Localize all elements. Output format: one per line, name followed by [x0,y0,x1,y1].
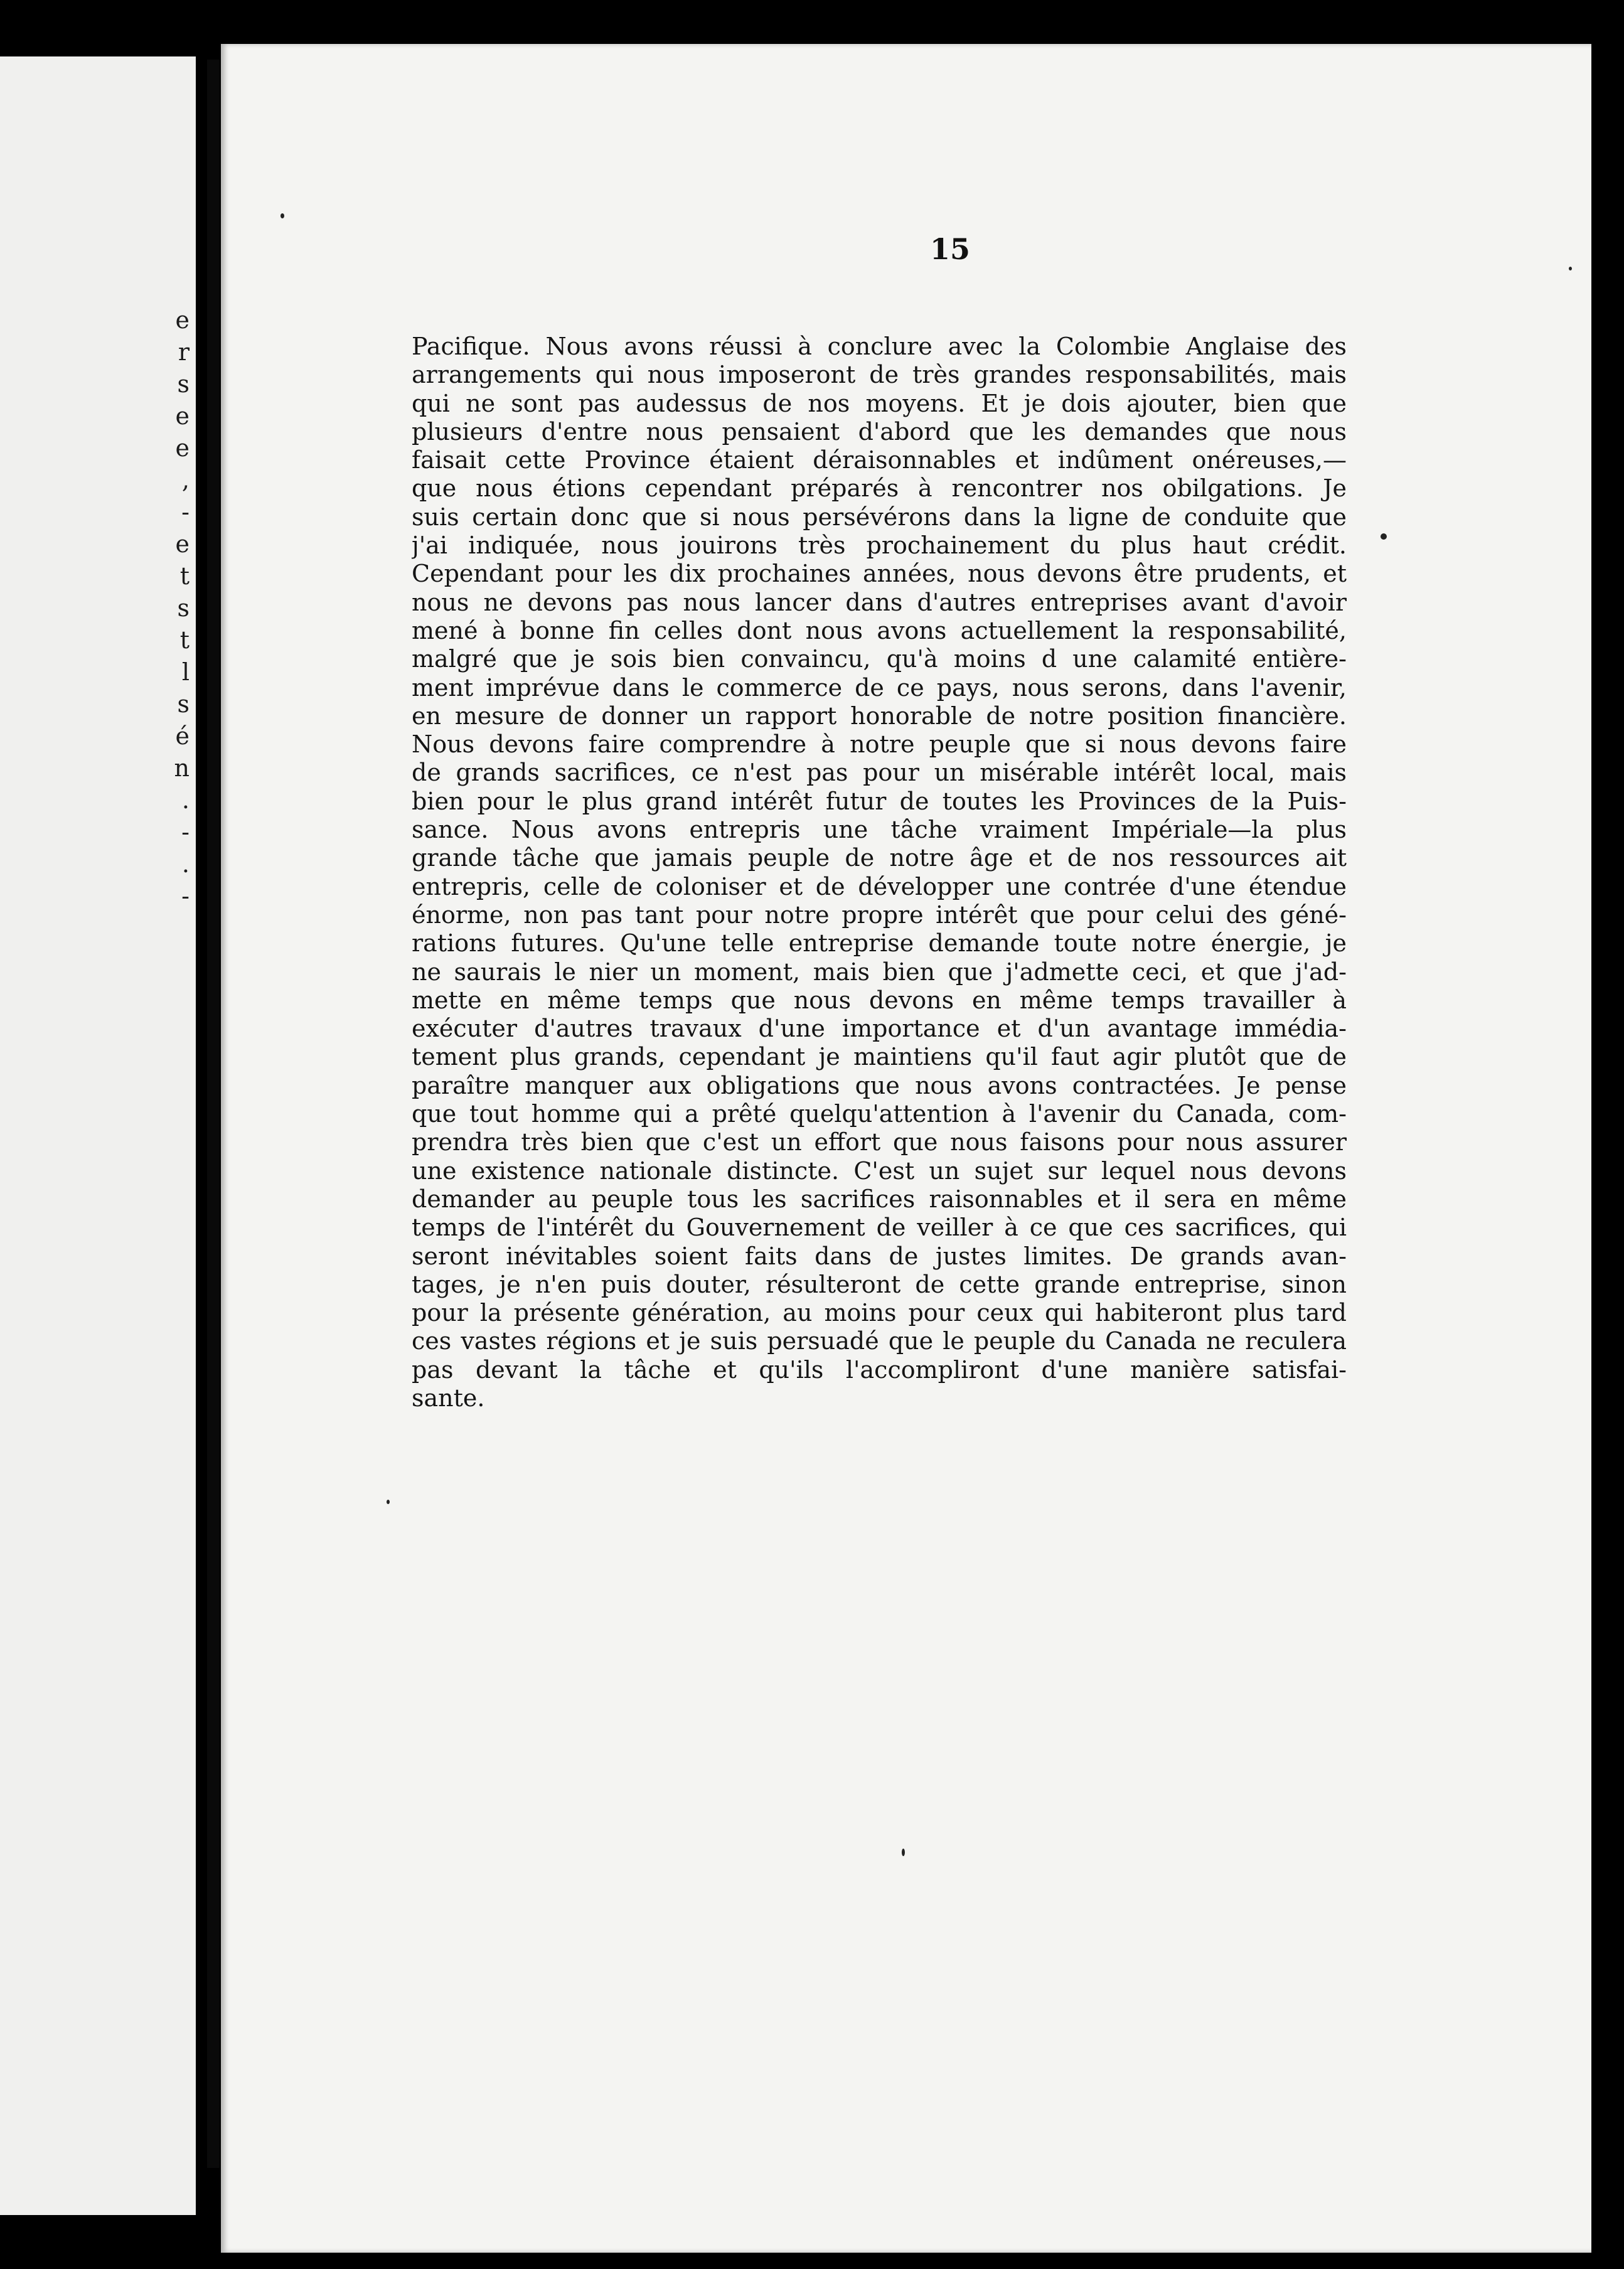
margin-char: e [175,402,190,430]
text-line: seront inévitables soient faits dans de justes limites. De grands avan- [412,1242,1347,1270]
text-line: faisait cette Province étaient déraisonnables et indûment onéreuses,— [412,446,1347,474]
text-line: mené à bonne fin celles dont nous avons actuellement la responsabilité, [412,616,1347,644]
margin-char: s [177,594,190,622]
margin-char: - [181,498,190,526]
text-line: qui ne sont pas audessus de nos moyens. Et je dois ajouter, bien que [412,389,1347,417]
margin-char: . [181,786,190,814]
margin-char: e [175,530,190,558]
text-line: paraître manquer aux obligations que nous avons contractées. Je pense [412,1071,1347,1099]
margin-char: t [179,626,190,654]
margin-char: l [181,658,190,686]
text-line: exécuter d'autres travaux d'une importance et d'un avantage immédia- [412,1015,1347,1043]
text-line: nous ne devons pas nous lancer dans d'autres entreprises avant d'avoir [412,588,1347,616]
text-line: sante. [412,1384,485,1412]
previous-page-edge [0,56,196,2215]
text-line: prendra très bien que c'est un effort que nous faisons pour nous assurer [412,1128,1347,1156]
margin-char: , [181,466,190,494]
text-line: ces vastes régions et je suis persuadé que le peuple du Canada ne reculera [412,1327,1347,1355]
text-line: entrepris, celle de coloniser et de développer une contrée d'une étendue [412,872,1347,900]
text-line: en mesure de donner un rapport honorable de notre position financière. [412,702,1347,730]
text-line: Cependant pour les dix prochaines années, nous devons être prudents, et [412,560,1347,588]
text-line: ne saurais le nier un moment, mais bien que j'admette ceci, et que j'ad- [412,958,1347,986]
margin-char: - [181,818,190,846]
margin-char: e [175,434,190,462]
text-line: une existence nationale distincte. C'est un sujet sur lequel nous devons [412,1156,1347,1185]
text-line: temps de l'intérêt du Gouvernement de veiller à ce que ces sacrifices, qui [412,1214,1347,1242]
scan-speck [1569,267,1572,270]
scan-speck [387,1500,390,1504]
text-line: que nous étions cependant préparés à rencontrer nos obilgations. Je [412,474,1347,503]
text-line: tages, je n'en puis douter, résulteront de cette grande entreprise, sinon [412,1270,1347,1298]
binding-gutter [207,60,220,2168]
margin-char: e [175,306,190,334]
margin-char: r [178,338,190,366]
text-line: arrangements qui nous imposeront de très grandes responsabilités, mais [412,361,1347,389]
text-line: plusieurs d'entre nous pensaient d'abord que les demandes que nous [412,417,1347,446]
text-line: malgré que je sois bien convaincu, qu'à moins d une calamité entière- [412,645,1347,673]
scan-speck [280,213,284,218]
text-line: sance. Nous avons entrepris une tâche vraiment Impériale—la plus [412,816,1347,844]
text-line: mette en même temps que nous devons en même temps travailler à [412,986,1347,1014]
margin-char: . [181,850,190,878]
text-line: que tout homme qui a prêté quelqu'attention à l'avenir du Canada, com- [412,1100,1347,1128]
document-page [221,44,1591,2253]
text-line: bien pour le plus grand intérêt futur de toutes les Provinces de la Puis- [412,787,1347,815]
text-line: pour la présente génération, au moins pour ceux qui habiteront plus tard [412,1299,1347,1327]
page-number: 15 [929,232,970,266]
margin-char: t [179,562,190,590]
text-line: suis certain donc que si nous persévérons dans la ligne de conduite que [412,503,1347,531]
text-line: demander au peuple tous les sacrifices raisonnables et il sera en même [412,1185,1347,1213]
scan-speck [902,1849,905,1856]
text-line: Pacifique. Nous avons réussi à conclure avec la Colombie Anglaise des [412,333,1347,360]
text-line: j'ai indiquée, nous jouirons très prochainement du plus haut crédit. [412,531,1347,560]
text-line: pas devant la tâche et qu'ils l'accompliront d'une manière satisfai- [412,1355,1347,1384]
text-line: énorme, non pas tant pour notre propre intérêt que pour celui des géné- [412,900,1347,929]
margin-char: - [181,882,190,910]
text-line: de grands sacrifices, ce n'est pas pour un misérable intérêt local, mais [412,759,1347,787]
text-line: Nous devons faire comprendre à notre peuple que si nous devons faire [412,730,1347,759]
margin-char: s [177,690,190,718]
scan-speck [1381,533,1387,540]
text-line: ment imprévue dans le commerce de ce pays, nous serons, dans l'avenir, [412,673,1347,702]
margin-char: s [177,370,190,398]
text-line: tement plus grands, cependant je maintiens qu'il faut agir plutôt que de [412,1043,1347,1071]
text-line: grande tâche que jamais peuple de notre âge et de nos ressources ait [412,844,1347,872]
text-line: rations futures. Qu'une telle entreprise demande toute notre énergie, je [412,929,1347,958]
margin-char: é [175,722,190,750]
body-text [412,333,1347,1412]
previous-page-line-endings [164,304,190,912]
margin-char: n [174,754,190,782]
